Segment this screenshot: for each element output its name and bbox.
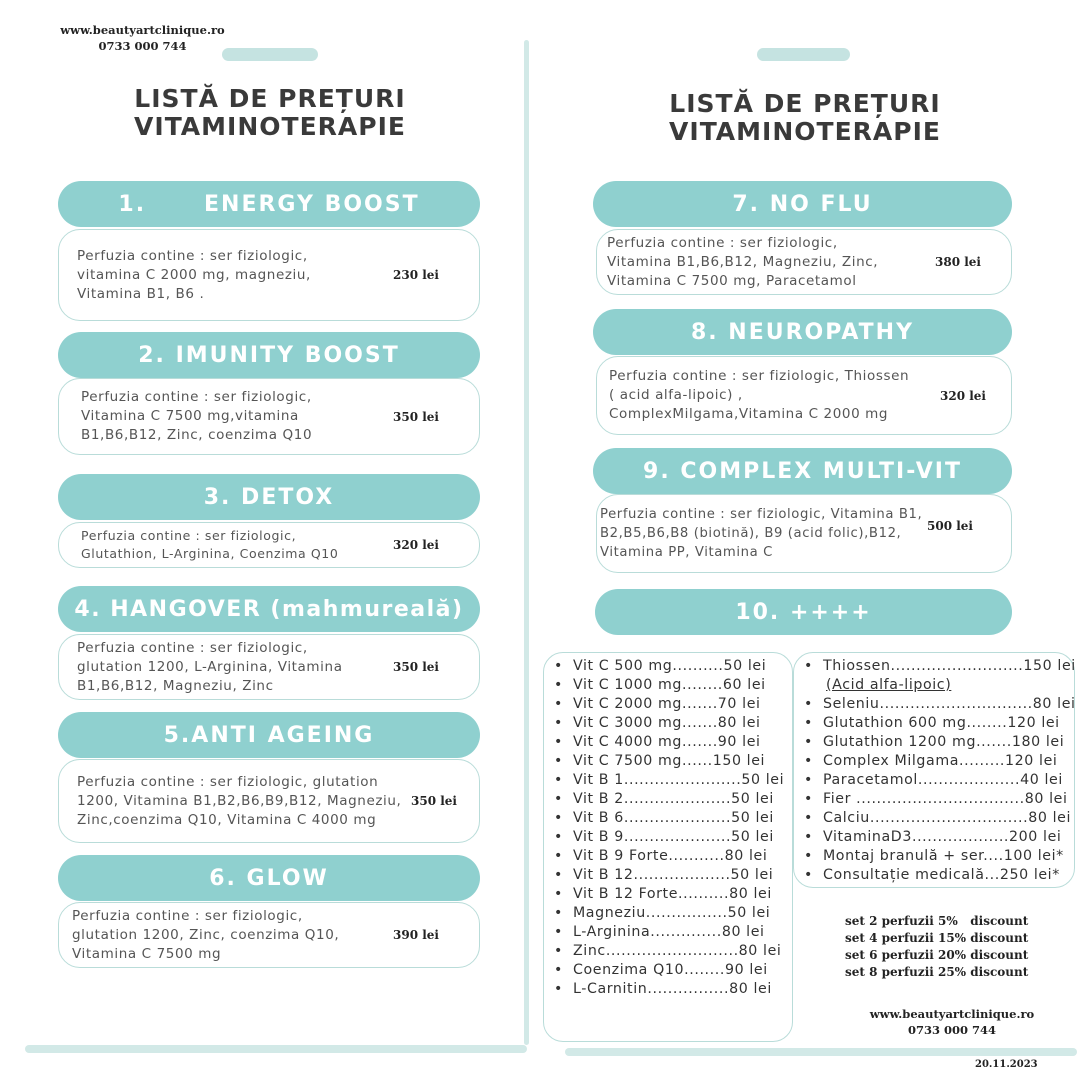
addon-item: • Vit C 1000 mg........60 lei bbox=[554, 676, 792, 695]
package-box bbox=[58, 522, 480, 568]
package-box bbox=[58, 634, 480, 700]
addon-item: • Vit B 1.......................50 lei bbox=[554, 771, 792, 790]
package-header: 6. GLOW bbox=[58, 855, 480, 901]
title-line2: VITAMINOTERAPIE bbox=[134, 112, 406, 141]
package-price: 320 lei bbox=[393, 538, 439, 552]
package-price: 350 lei bbox=[393, 409, 439, 424]
package-price: 350 lei bbox=[411, 794, 457, 808]
addon-item: • Vit C 4000 mg.......90 lei bbox=[554, 733, 792, 752]
addon-item: • Vit B 9.....................50 lei bbox=[554, 828, 792, 847]
title-line1: LISTĂ DE PREȚURI bbox=[669, 89, 941, 118]
package-price: 380 lei bbox=[935, 255, 981, 269]
package-price: 390 lei bbox=[393, 928, 439, 942]
decorative-pill bbox=[757, 48, 850, 61]
phone-number: 0733 000 744 bbox=[907, 1023, 997, 1037]
page-title-right bbox=[625, 90, 985, 146]
website-link[interactable]: www.beautyartclinique.ro bbox=[869, 1007, 1035, 1021]
contact-bottom bbox=[862, 1006, 1042, 1038]
package-box bbox=[596, 229, 1012, 295]
addon-item: • L-Carnitin................80 lei bbox=[554, 980, 792, 999]
package-description: Perfuzia contine : ser fiziologic, Glutathion, L-Arginina, Coenzima Q10 bbox=[81, 528, 339, 561]
addon-item: • Paracetamol....................40 lei bbox=[804, 771, 1074, 790]
addon-item: • Vit C 3000 mg.......80 lei bbox=[554, 714, 792, 733]
package-description: Perfuzia contine : ser fiziologic, Vitamina B1,B6,B12, Magneziu, Zinc, Vitamina C 7500 mg, Paracetamol bbox=[607, 234, 879, 289]
addon-item: • Vit B 2.....................50 lei bbox=[554, 790, 792, 809]
package-box bbox=[58, 229, 480, 321]
package-price: 500 lei bbox=[927, 518, 973, 533]
package-description: Perfuzia contine : ser fiziologic, Thiossen ( acid alfa-lipoic) , ComplexMilgama,Vitamina C 2000 mg bbox=[609, 368, 910, 422]
addons-list-right bbox=[793, 652, 1075, 888]
package-box bbox=[596, 494, 1012, 573]
discount-line: set 8 perfuzii 25% discount bbox=[845, 965, 1029, 979]
package-header: 10. ++++ bbox=[595, 589, 1012, 635]
addon-item: • Vit B 6.....................50 lei bbox=[554, 809, 792, 828]
addon-item: • Vit C 2000 mg.......70 lei bbox=[554, 695, 792, 714]
package-price: 320 lei bbox=[940, 388, 986, 403]
discount-line: set 4 perfuzii 15% discount bbox=[845, 931, 1029, 945]
package-description: Perfuzia contine : ser fiziologic, glutation 1200, Vitamina B1,B2,B6,B9,B12, Magneziu, Zinc,coenzima Q10, Vitamina C 4000 mg bbox=[77, 773, 402, 828]
title-line2: VITAMINOTERAPIE bbox=[669, 117, 941, 146]
package-description: Perfuzia contine : ser fiziologic, glutation 1200, L-Arginina, Vitamina B1,B6,B12, Magneziu, Zinc bbox=[77, 639, 343, 694]
addon-item: • Zinc..........................80 lei bbox=[554, 942, 792, 961]
package-box bbox=[58, 902, 480, 968]
phone-number: 0733 000 744 bbox=[98, 39, 187, 53]
package-header: 3. DETOX bbox=[58, 474, 480, 520]
package-header: 2. IMUNITY BOOST bbox=[58, 332, 480, 378]
addon-item: • Vit C 500 mg..........50 lei bbox=[554, 657, 792, 676]
addon-item: • Complex Milgama.........120 lei bbox=[804, 752, 1074, 771]
date: 20.11.2023 bbox=[975, 1059, 1038, 1070]
package-header: 5.ANTI AGEING bbox=[58, 712, 480, 758]
addon-item: • L-Arginina..............80 lei bbox=[554, 923, 792, 942]
discounts bbox=[845, 913, 1029, 981]
package-description: Perfuzia contine : ser fiziologic, vitamina C 2000 mg, magneziu, Vitamina B1, B6 . bbox=[77, 247, 311, 302]
addon-item: • Coenzima Q10........90 lei bbox=[554, 961, 792, 980]
left-panel-bottom bbox=[25, 1045, 527, 1053]
left-panel-edge bbox=[524, 40, 529, 1045]
addon-item: • Thiossen..........................150 lei bbox=[804, 657, 1074, 676]
package-price: 350 lei bbox=[393, 660, 439, 674]
package-description: Perfuzia contine : ser fiziologic, Vitamina C 7500 mg,vitamina B1,B6,B12, Zinc, coenzima Q10 bbox=[81, 389, 313, 443]
package-description: Perfuzia contine : ser fiziologic, glutation 1200, Zinc, coenzima Q10, Vitamina C 7500 mg bbox=[72, 907, 340, 962]
package-header: 9. COMPLEX MULTI-VIT bbox=[593, 448, 1012, 494]
package-box bbox=[58, 759, 480, 843]
addon-item: • Fier .................................80 lei bbox=[804, 790, 1074, 809]
addon-item: • Vit C 7500 mg......150 lei bbox=[554, 752, 792, 771]
contact-top bbox=[55, 22, 230, 54]
addon-note bbox=[804, 676, 1074, 695]
decorative-pill bbox=[222, 48, 318, 61]
package-header: 8. NEUROPATHY bbox=[593, 309, 1012, 355]
addon-note-text: (Acid alfa-lipoic) bbox=[826, 677, 952, 693]
page-title-left bbox=[90, 85, 450, 141]
package-description: Perfuzia contine : ser fiziologic, Vitamina B1, B2,B5,B6,B8 (biotină), B9 (acid folic),B12, Vitamina PP, Vitamina C bbox=[600, 507, 923, 560]
website-link[interactable]: www.beautyartclinique.ro bbox=[60, 23, 225, 37]
title-line1: LISTĂ DE PREȚURI bbox=[134, 84, 406, 113]
addon-item: • Magneziu................50 lei bbox=[554, 904, 792, 923]
package-price: 230 lei bbox=[393, 268, 439, 282]
addon-item: • Glutathion 1200 mg.......180 lei bbox=[804, 733, 1074, 752]
addon-item: • Vit B 12 Forte..........80 lei bbox=[554, 885, 792, 904]
addon-item: • Calciu...............................80 lei bbox=[804, 809, 1074, 828]
addon-item: • Seleniu..............................80 lei bbox=[804, 695, 1074, 714]
addon-item: • Consultație medicală...250 lei* bbox=[804, 866, 1074, 885]
discount-line: set 6 perfuzii 20% discount bbox=[845, 948, 1029, 962]
addon-item: • Glutathion 600 mg........120 lei bbox=[804, 714, 1074, 733]
package-box bbox=[58, 378, 480, 455]
package-box bbox=[596, 356, 1012, 435]
package-header: 4. HANGOVER (mahmureală) bbox=[58, 586, 480, 632]
discount-line: set 2 perfuzii 5% discount bbox=[845, 914, 1029, 928]
addons-list-left bbox=[543, 652, 793, 1042]
package-header: 1. ENERGY BOOST bbox=[58, 181, 480, 227]
right-panel-bottom bbox=[565, 1048, 1077, 1056]
addon-item: • VitaminaD3...................200 lei bbox=[804, 828, 1074, 847]
addon-item: • Montaj branulă + ser....100 lei* bbox=[804, 847, 1074, 866]
addon-item: • Vit B 12...................50 lei bbox=[554, 866, 792, 885]
addon-item: • Vit B 9 Forte...........80 lei bbox=[554, 847, 792, 866]
package-header: 7. NO FLU bbox=[593, 181, 1012, 227]
